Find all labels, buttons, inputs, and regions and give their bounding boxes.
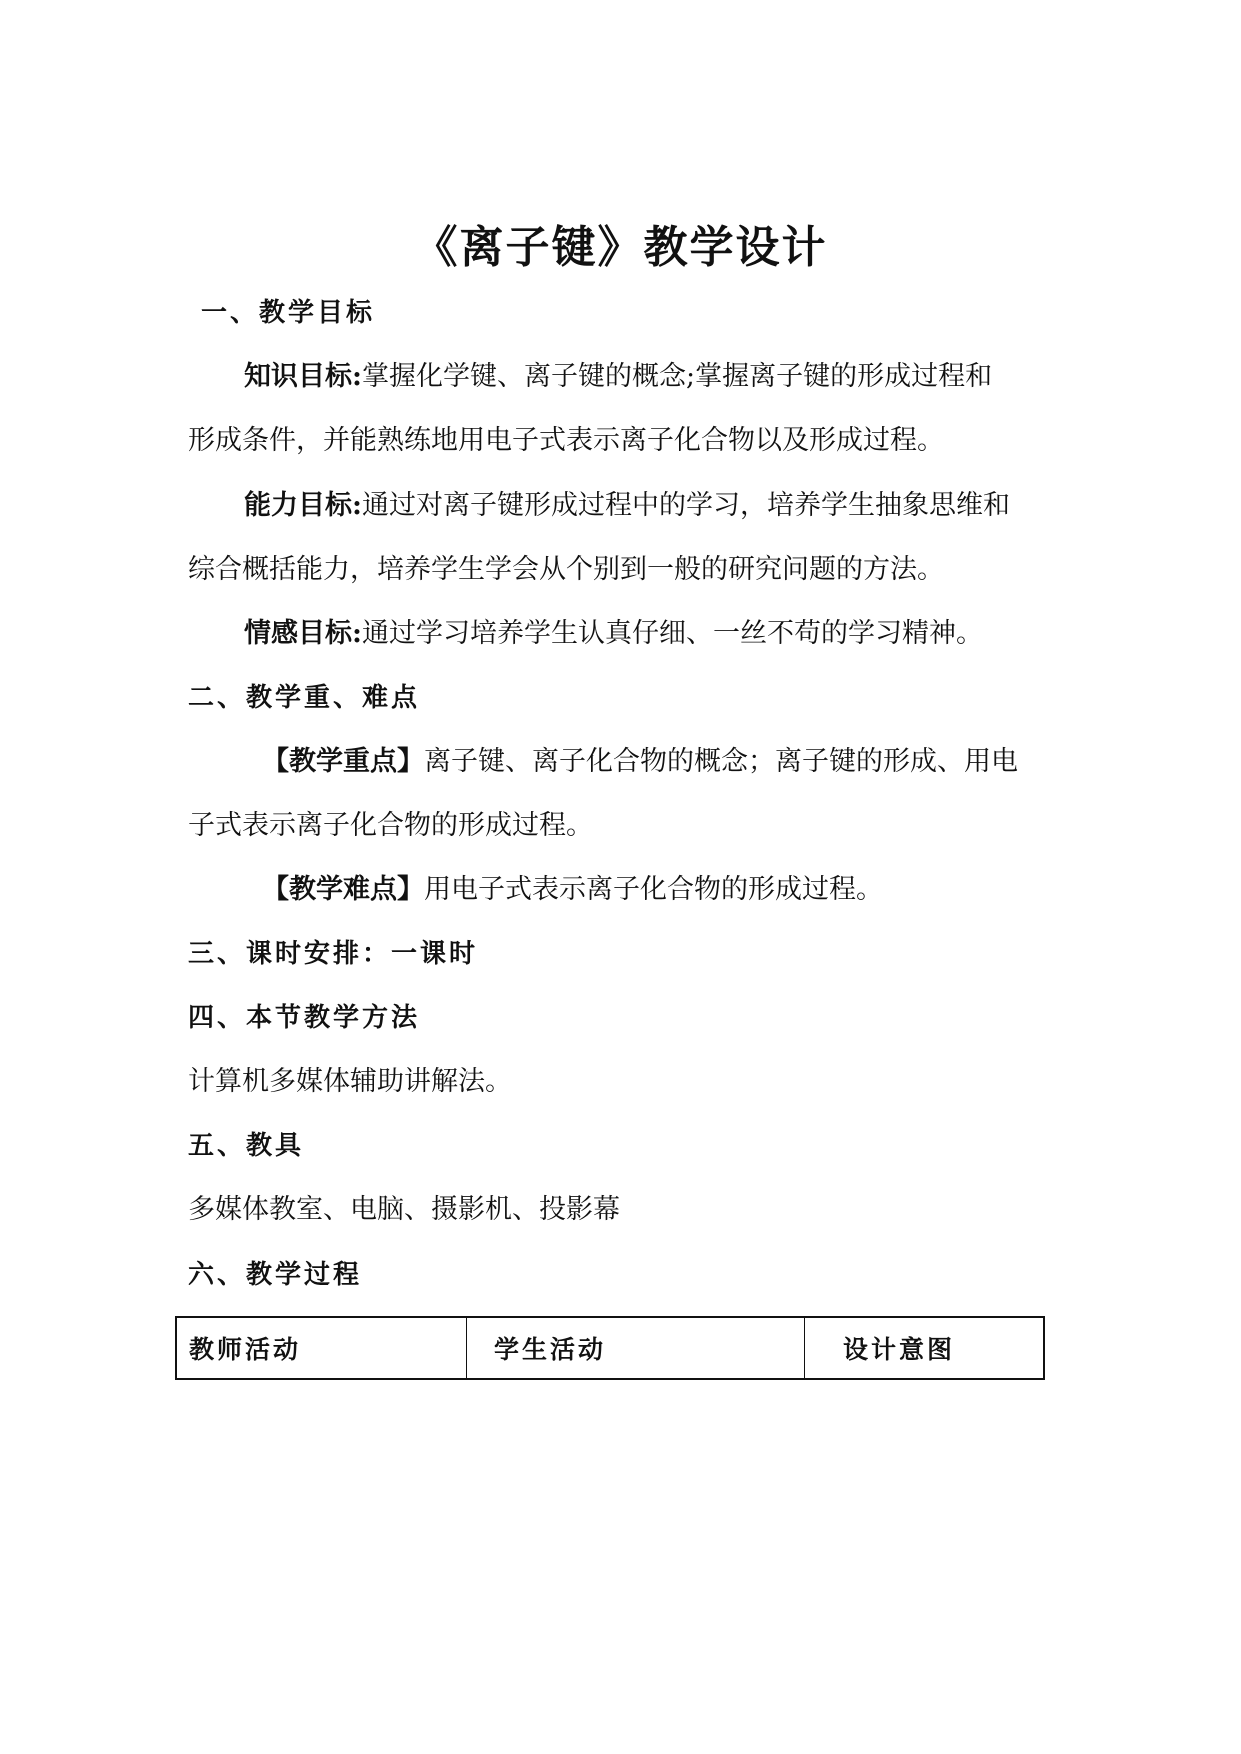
knowledge-objective-line1 (244, 357, 1144, 397)
ability-objective-text: 通过对离子键形成过程中的学习，培养学生抽象思维和 (361, 490, 1010, 521)
emotion-objective-label: 情感目标: (244, 618, 362, 649)
ability-objective-line2: 综合概括能力，培养学生学会从个别到一般的研究问题的方法。 (188, 554, 944, 585)
difficulty-label: 【教学难点】 (262, 874, 424, 905)
knowledge-objective-text: 掌握化学键、离子键的概念;掌握离子键的形成过程和 (361, 361, 993, 392)
tools-text: 多媒体教室、电脑、摄影机、投影幕 (188, 1194, 620, 1225)
key-point-line1 (262, 742, 1162, 782)
section-heading-key-points: 二、教学重、难点 (188, 683, 421, 713)
section-heading-schedule: 三、课时安排：一课时 (188, 939, 479, 969)
process-table (175, 1316, 1045, 1380)
difficulty-text: 用电子式表示离子化合物的形成过程。 (424, 874, 883, 905)
section-heading-tools: 五、教具 (188, 1131, 305, 1161)
table-header-intent: 设计意图 (843, 1335, 956, 1364)
knowledge-objective-label: 知识目标: (244, 361, 362, 392)
key-point-text: 离子键、离子化合物的概念；离子键的形成、用电 (424, 746, 1018, 777)
table-header-student: 学生活动 (467, 1318, 805, 1378)
section-heading-methods: 四、本节教学方法 (188, 1003, 421, 1033)
section-heading-process: 六、教学过程 (188, 1260, 363, 1290)
section-heading-objectives: 一、教学目标 (201, 298, 376, 328)
document-title: 《离子键》教学设计 (413, 222, 828, 273)
table-header-teacher: 教师活动 (177, 1318, 467, 1378)
key-point-line2: 子式表示离子化合物的形成过程。 (188, 810, 593, 841)
difficulty-line (262, 870, 1162, 910)
methods-text: 计算机多媒体辅助讲解法。 (188, 1066, 512, 1097)
ability-objective-label: 能力目标: (244, 490, 362, 521)
ability-objective-line1 (244, 486, 1144, 526)
knowledge-objective-line2: 形成条件，并能熟练地用电子式表示离子化合物以及形成过程。 (188, 425, 944, 456)
key-point-label: 【教学重点】 (262, 746, 424, 777)
emotion-objective-line (244, 614, 1144, 654)
emotion-objective-text: 通过学习培养学生认真仔细、一丝不苟的学习精神。 (361, 618, 983, 649)
